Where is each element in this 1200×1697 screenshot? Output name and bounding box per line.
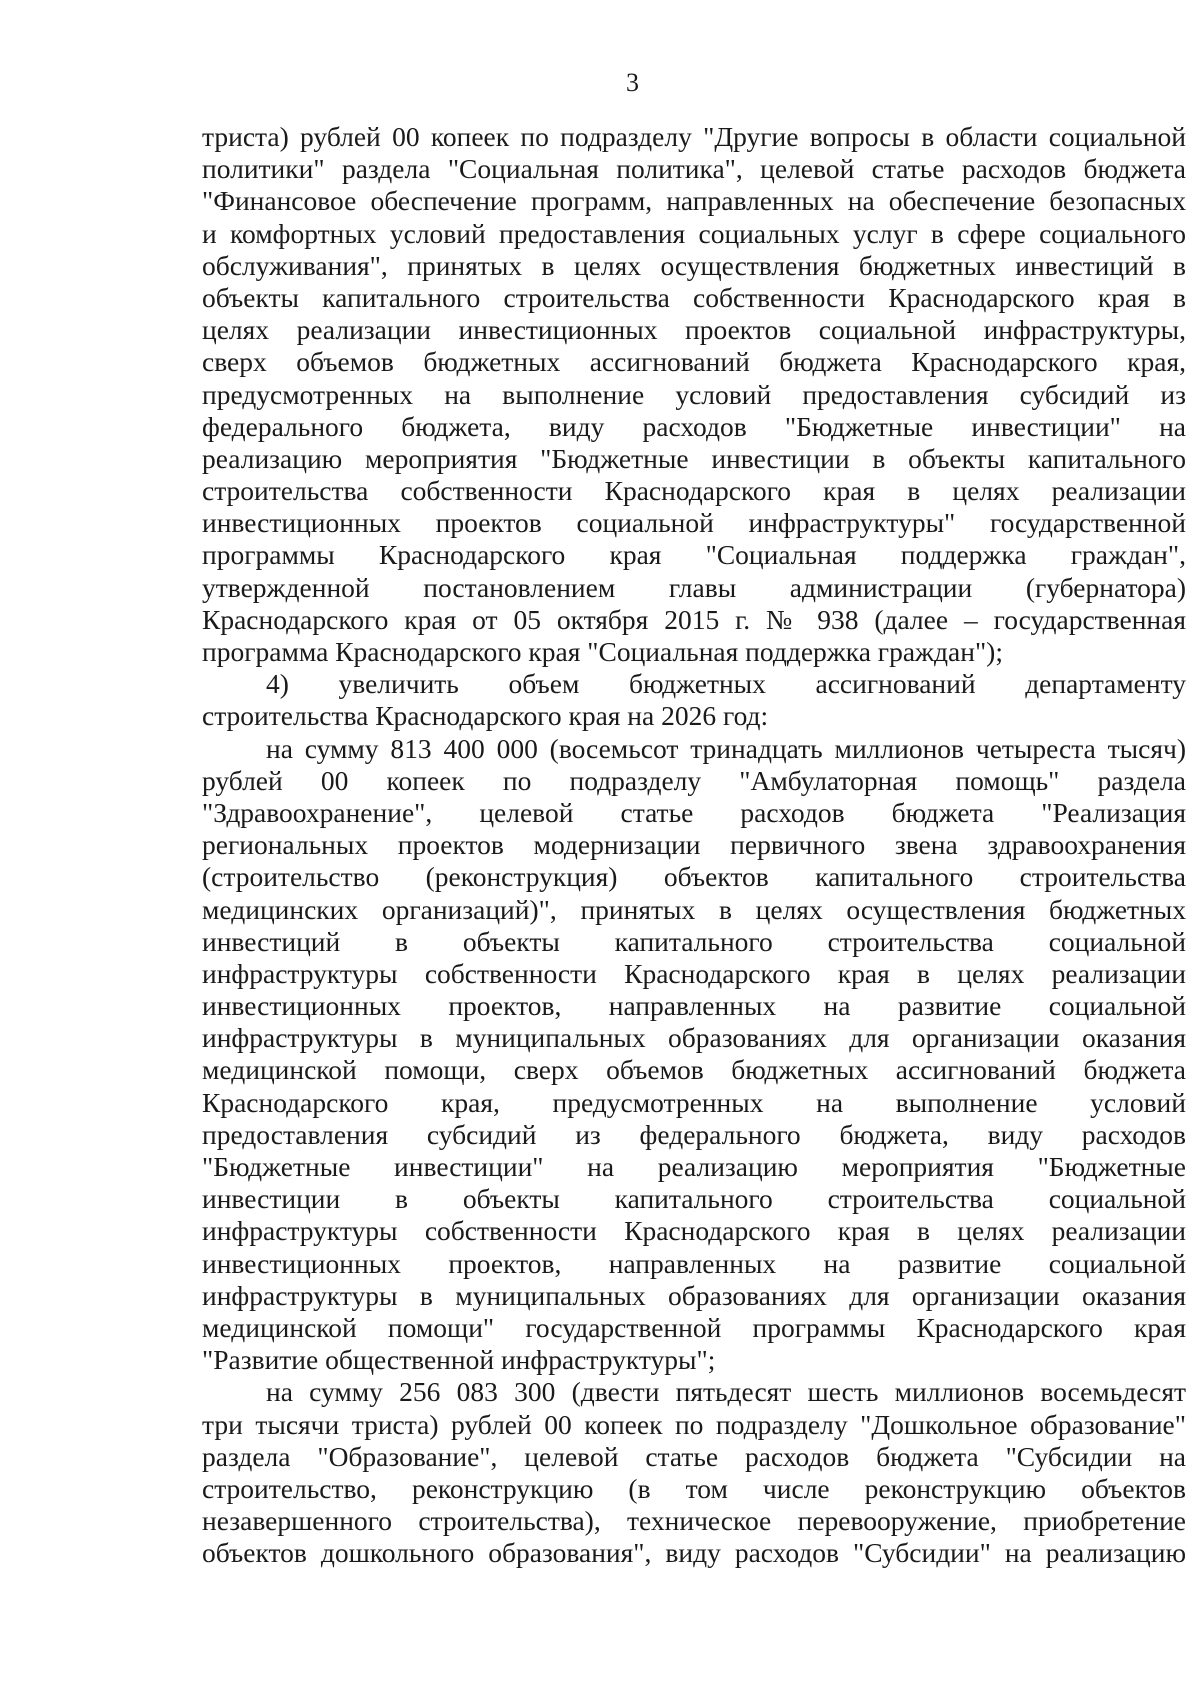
text-line: инфраструктуры собственности Краснодарского края в целях реализации — [202, 957, 1186, 989]
text-line: триста) рублей 00 копеек по подразделу "Другие вопросы в области социальной — [202, 121, 1186, 152]
text-line: "Финансовое обеспечение программ, направленных на обеспечение безопасных — [202, 185, 1186, 217]
text-line: строительства собственности Краснодарского края в целях реализации — [202, 475, 1186, 507]
text-line: региональных проектов модернизации первичного звена здравоохранения — [202, 829, 1186, 861]
text-line: инвестиций в объекты капитального строительства социальной — [202, 925, 1186, 957]
page-number: 3 — [626, 68, 639, 97]
text-line: инфраструктуры в муниципальных образованиях для организации оказания — [202, 1022, 1186, 1054]
text-line: Краснодарского края от 05 октября 2015 г. № 938 (далее – государственная — [202, 603, 1186, 635]
text-line: Краснодарского края, предусмотренных на выполнение условий — [202, 1086, 1186, 1118]
text-line: обслуживания", принятых в целях осуществления бюджетных инвестиций в — [202, 249, 1186, 281]
text-line: целях реализации инвестиционных проектов социальной инфраструктуры, — [202, 314, 1186, 346]
text-line: инвестиционных проектов социальной инфраструктуры" государственной — [202, 507, 1186, 539]
text-line: реализацию мероприятия "Бюджетные инвестиции в объекты капитального — [202, 442, 1186, 474]
text-line: инфраструктуры собственности Краснодарского края в целях реализации — [202, 1215, 1186, 1247]
text-line: сверх объемов бюджетных ассигнований бюджета Краснодарского края, — [202, 346, 1186, 378]
text-line: инвестиционных проектов, направленных на развитие социальной — [202, 1247, 1186, 1279]
text-line: незавершенного строительства), техническое перевооружение, приобретение — [202, 1505, 1186, 1537]
text-line: 4) увеличить объем бюджетных ассигнований департаменту — [266, 668, 1186, 700]
text-line: строительства Краснодарского края на 2026 год: — [202, 700, 769, 732]
text-line: программы Краснодарского края "Социальная поддержка граждан", — [202, 539, 1186, 571]
text-line: на сумму 813 400 000 (восемьсот тринадцать миллионов четыреста тысяч) — [266, 732, 1186, 764]
text-line: инфраструктуры в муниципальных образованиях для организации оказания — [202, 1279, 1186, 1311]
text-line: "Развитие общественной инфраструктуры"; — [202, 1344, 716, 1376]
text-line: медицинских организаций)", принятых в целях осуществления бюджетных — [202, 893, 1186, 925]
text-line: предусмотренных на выполнение условий предоставления субсидий из — [202, 378, 1186, 410]
text-line: "Бюджетные инвестиции" на реализацию мероприятия "Бюджетные — [202, 1151, 1186, 1182]
text-line: политики" раздела "Социальная политика", целевой статье расходов бюджета — [202, 153, 1186, 185]
text-line: объекты капитального строительства собственности Краснодарского края в — [202, 281, 1186, 313]
text-line: рублей 00 копеек по подразделу "Амбулаторная помощь" раздела — [202, 764, 1186, 796]
text-line: медицинской помощи" государственной программы Краснодарского края — [202, 1311, 1186, 1343]
text-line: три тысячи триста) рублей 00 копеек по подразделу "Дошкольное образование" — [202, 1408, 1186, 1440]
text-line: федерального бюджета, виду расходов "Бюджетные инвестиции" на — [202, 410, 1186, 442]
text-line: медицинской помощи, сверх объемов бюджетных ассигнований бюджета — [202, 1054, 1186, 1086]
text-line: раздела "Образование", целевой статье расходов бюджета "Субсидии на — [202, 1440, 1186, 1472]
text-line: программа Краснодарского края "Социальная поддержка граждан"); — [202, 636, 1003, 667]
text-line: строительство, реконструкцию (в том числе реконструкцию объектов — [202, 1472, 1186, 1504]
text-line: "Здравоохранение", целевой статье расходов бюджета "Реализация — [202, 796, 1186, 828]
text-line: и комфортных условий предоставления социальных услуг в сфере социального — [202, 217, 1186, 249]
text-line: инвестиции в объекты капитального строительства социальной — [202, 1183, 1186, 1215]
text-line: объектов дошкольного образования", виду расходов "Субсидии" на реализацию — [202, 1537, 1186, 1569]
body-text — [202, 121, 1186, 1569]
text-line: предоставления субсидий из федерального бюджета, виду расходов — [202, 1118, 1186, 1150]
text-line: инвестиционных проектов, направленных на развитие социальной — [202, 990, 1186, 1022]
text-line: утвержденной постановлением главы администрации (губернатора) — [202, 571, 1186, 603]
text-line: (строительство (реконструкция) объектов капитального строительства — [202, 861, 1186, 893]
text-line: на сумму 256 083 300 (двести пятьдесят шесть миллионов восемьдесят — [266, 1376, 1186, 1408]
